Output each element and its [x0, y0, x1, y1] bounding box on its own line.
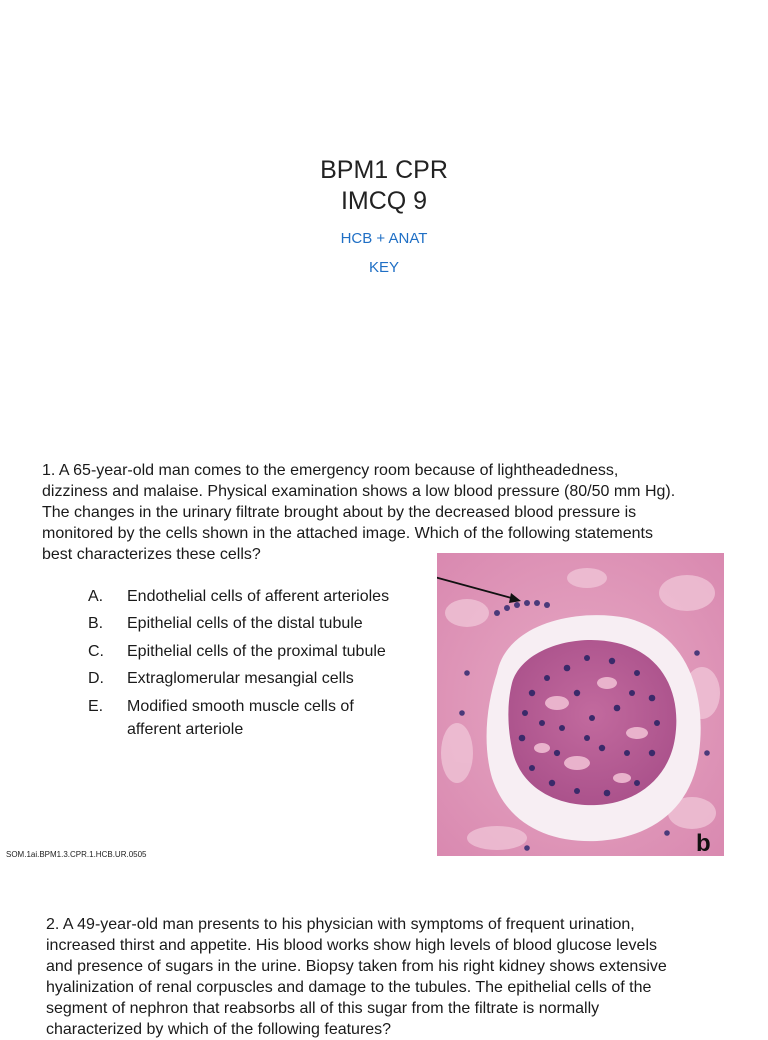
question-code: SOM.1ai.BPM1.3.CPR.1.HCB.UR.0505 — [6, 850, 147, 859]
option-letter: C. — [88, 643, 104, 660]
question2-line: increased thirst and appetite. His blood works show high levels of blood glucose levels — [46, 937, 658, 954]
question1-line: 1. A 65-year-old man comes to the emergency room because of lightheadedness, — [42, 462, 619, 479]
option-letter: A. — [88, 588, 104, 605]
slide-title-line1: BPM1 CPR — [320, 156, 448, 184]
question2-line: hyalinization of renal corpuscles and damage to the tubules. The epithelial cells of the — [46, 979, 652, 996]
option-letter: B. — [88, 615, 104, 632]
question2-line: 2. A 49-year-old man presents to his physician with symptoms of frequent urination, — [46, 916, 635, 933]
slide-title-line2: IMCQ 9 — [340, 187, 428, 215]
slide-subtitle-key: KEY — [368, 259, 399, 276]
option-text: Epithelial cells of the distal tubule — [127, 615, 363, 632]
question2-line: and presence of sugars in the urine. Biopsy taken from his right kidney shows extensive — [46, 958, 667, 975]
slide-subtitle-hcb-anat: HCB + ANAT — [340, 230, 428, 247]
option-letter: E. — [88, 698, 104, 715]
question1-line: The changes in the urinary filtrate brought about by the decreased blood pressure is — [42, 504, 637, 521]
question1-line: best characterizes these cells? — [42, 546, 261, 563]
question1-stem — [42, 460, 742, 565]
option-text: Endothelial cells of afferent arterioles — [127, 588, 390, 605]
question2-line: segment of nephron that reabsorbs all of this sugar from the filtrate is normally — [46, 1000, 600, 1017]
question2-stem — [46, 914, 746, 1040]
image-panel-label: b — [696, 830, 711, 856]
histology-image — [437, 553, 724, 856]
question2-line: characterized by which of the following features? — [46, 1021, 392, 1038]
question1-line: monitored by the cells shown in the attached image. Which of the following statements — [42, 525, 653, 542]
option-text: Modified smooth muscle cells of — [127, 698, 354, 715]
option-letter: D. — [88, 670, 104, 687]
option-text-cont: afferent arteriole — [127, 721, 244, 738]
question1-line: dizziness and malaise. Physical examination shows a low blood pressure (80/50 mm Hg). — [42, 483, 676, 500]
option-text: Epithelial cells of the proximal tubule — [127, 643, 386, 660]
option-text: Extraglomerular mesangial cells — [127, 670, 354, 687]
